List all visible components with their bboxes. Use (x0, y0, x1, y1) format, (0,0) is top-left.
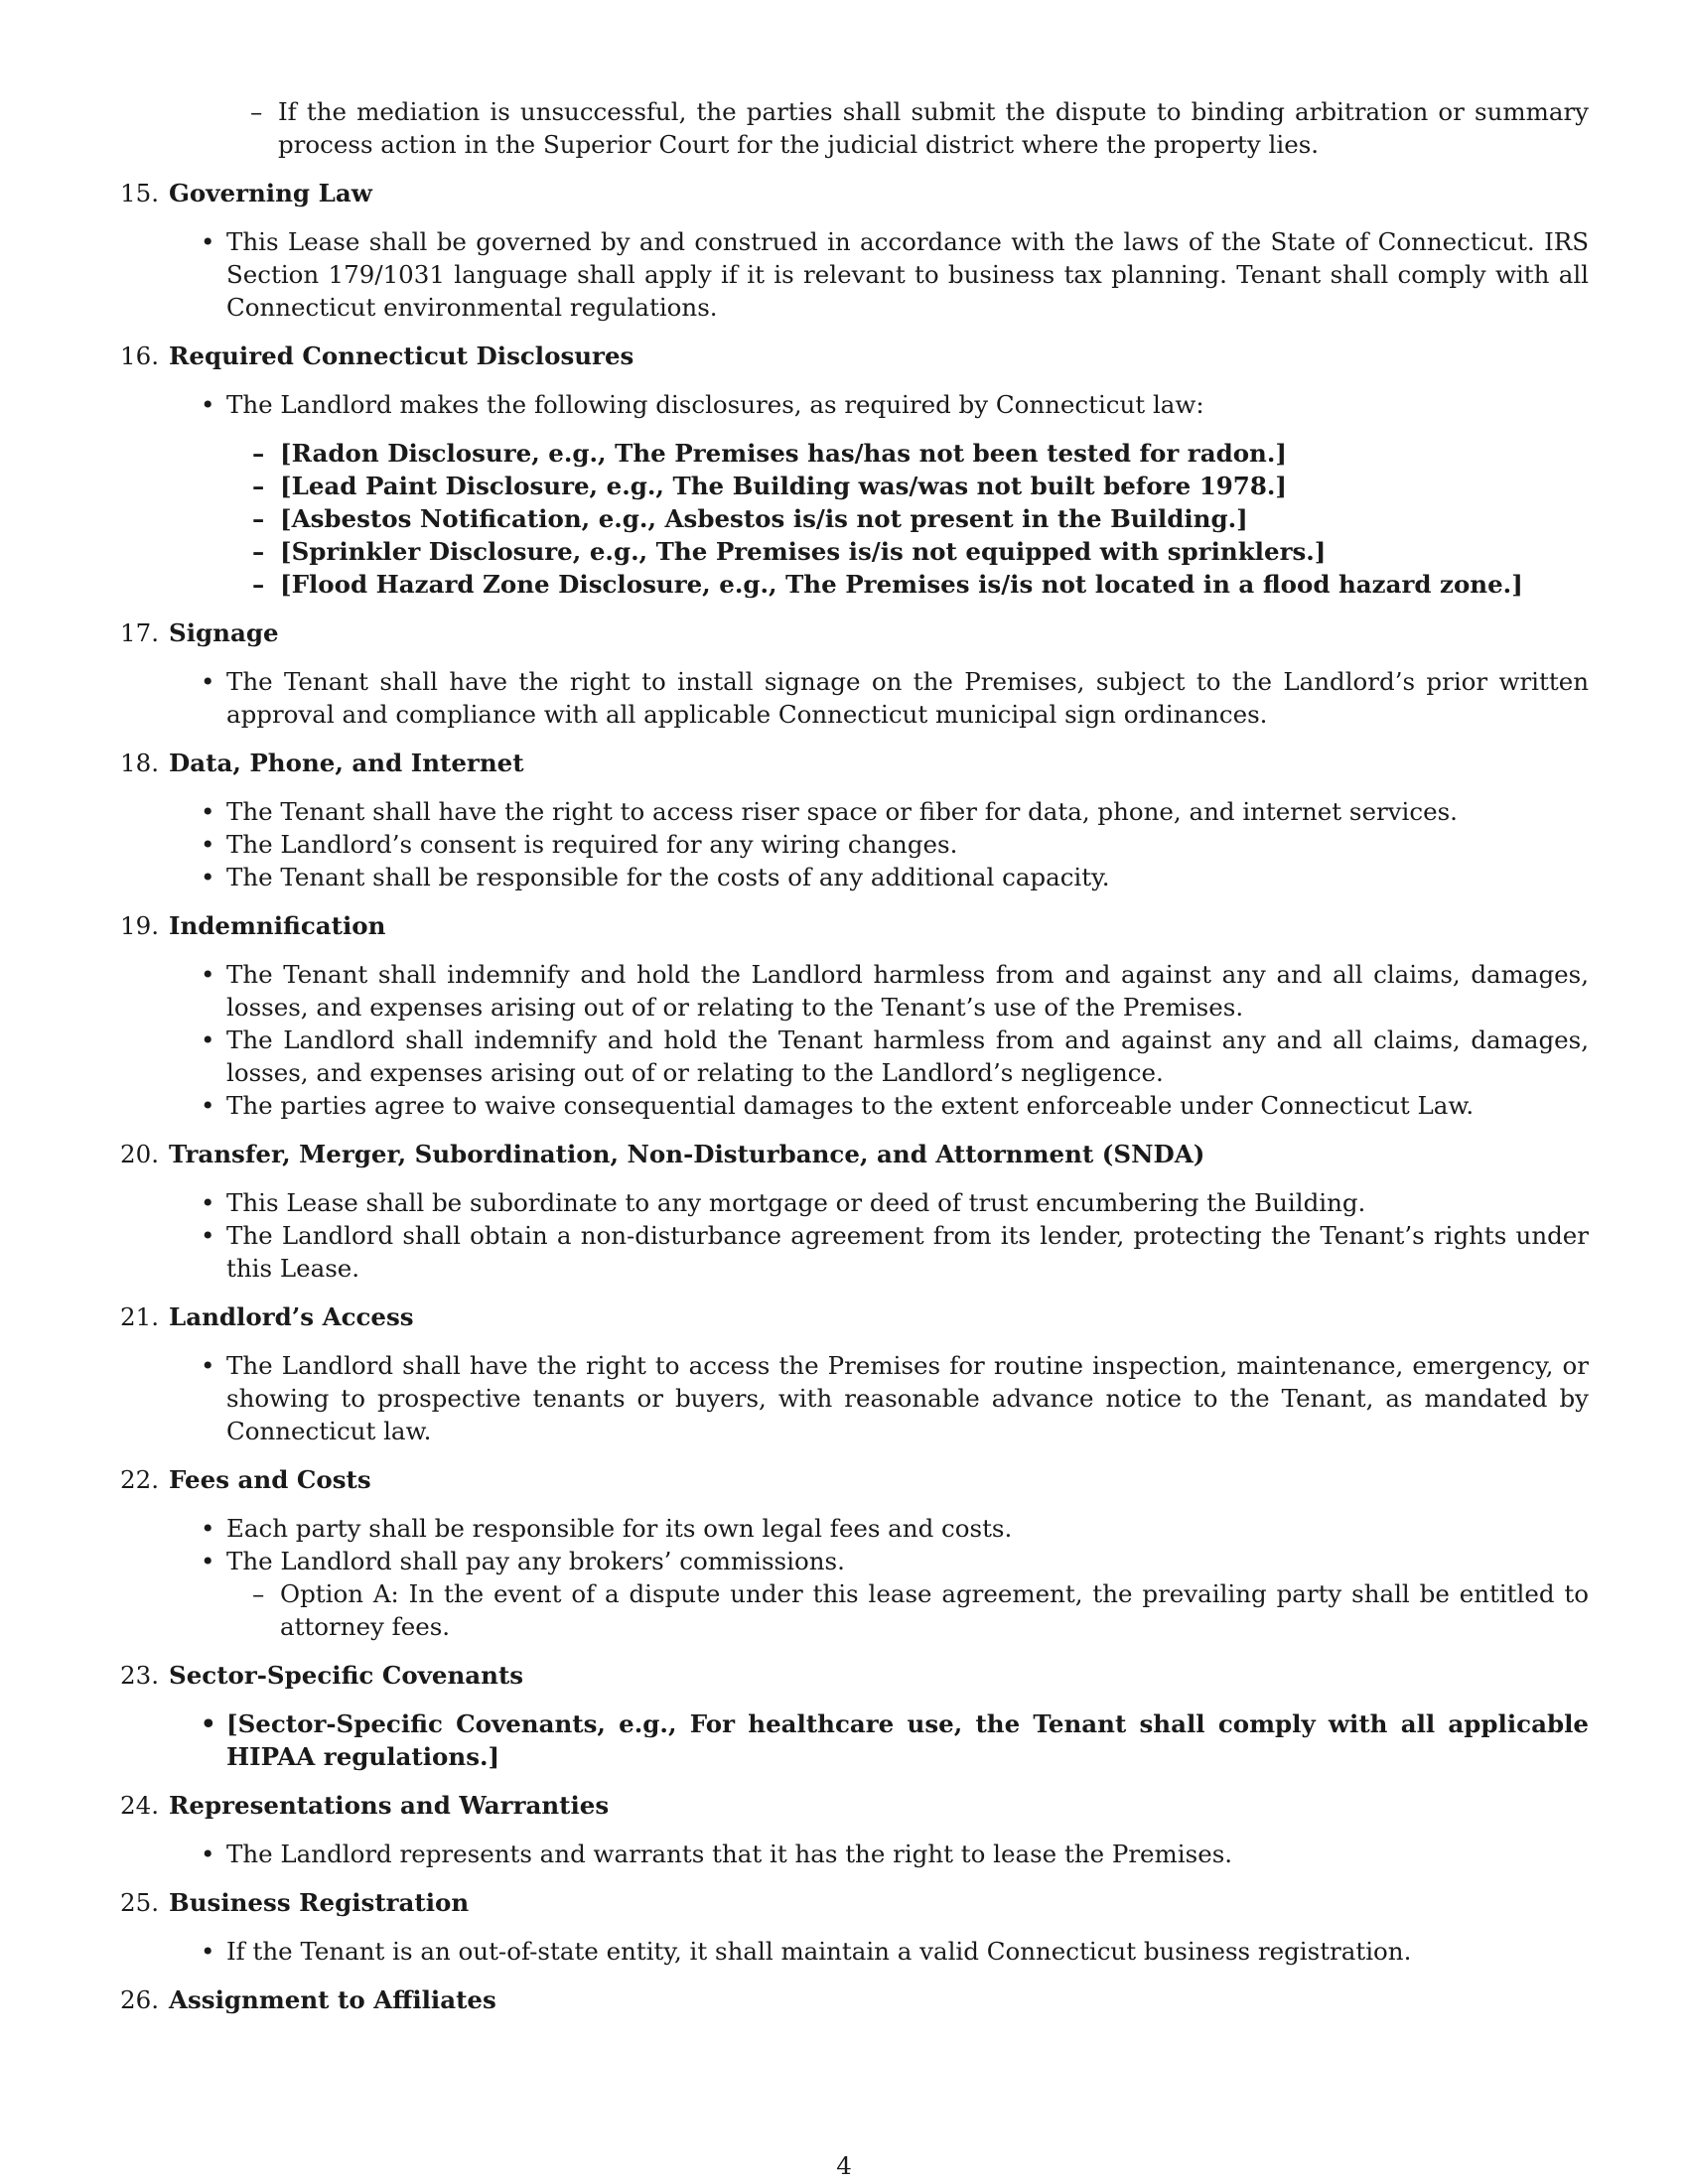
bullet-marker: • (201, 797, 215, 826)
disclosure-item (169, 437, 1589, 470)
mediation-clause (109, 95, 1589, 161)
disclosure-text: [Flood Hazard Zone Disclosure, e.g., The Premises is/is not located in a flood hazard zone.] (280, 570, 1523, 599)
section-title: Sector-Specific Covenants (169, 1661, 524, 1690)
dash-marker: – (252, 1579, 265, 1608)
bullet-list (169, 1186, 1589, 1285)
section-number: 17. (120, 618, 159, 647)
bullet-marker: • (201, 1514, 215, 1543)
list-item (169, 1219, 1589, 1285)
bullet-marker: • (201, 1547, 215, 1575)
list-item (169, 388, 1589, 421)
list-item (169, 828, 1589, 861)
list-item (169, 861, 1589, 893)
list-item-text: This Lease shall be subordinate to any mortgage or deed of trust encumbering the Building. (226, 1188, 1366, 1217)
disclosure-list (169, 437, 1589, 601)
section-18 (109, 747, 1589, 893)
list-item-text: The Tenant shall have the right to access riser space or fiber for data, phone, and internet services. (226, 797, 1458, 826)
section-26 (109, 1983, 1589, 2016)
list-item (169, 795, 1589, 828)
bullet-marker: • (201, 227, 215, 256)
section-17 (109, 616, 1589, 731)
bullet-list (169, 1707, 1589, 1773)
list-item-text: Each party shall be responsible for its own legal fees and costs. (226, 1514, 1013, 1543)
section-title: Governing Law (169, 179, 372, 207)
bullet-marker: • (201, 390, 215, 419)
list-item (169, 225, 1589, 324)
section-23 (109, 1659, 1589, 1773)
bullet-list (169, 388, 1589, 421)
list-item (169, 665, 1589, 731)
list-item (169, 1186, 1589, 1219)
disclosure-item (169, 568, 1589, 601)
bullet-marker: • (201, 1709, 216, 1738)
bullet-marker: • (201, 1091, 215, 1120)
list-item-text: The parties agree to waive consequential damages to the extent enforceable under Connecticut Law. (226, 1091, 1475, 1120)
disclosure-text: [Sprinkler Disclosure, e.g., The Premises is/is not equipped with sprinklers.] (280, 537, 1327, 566)
section-19 (109, 909, 1589, 1122)
dash-marker: – (252, 537, 265, 566)
section-number: 16. (120, 341, 159, 370)
section-title: Required Connecticut Disclosures (169, 341, 634, 370)
section-title: Representations and Warranties (169, 1791, 610, 1820)
list-item (169, 958, 1589, 1024)
section-title: Assignment to Affiliates (169, 1985, 496, 2014)
section-16 (109, 340, 1589, 601)
bullet-marker: • (201, 960, 215, 989)
section-title: Transfer, Merger, Subordination, Non-Disturbance, and Attornment (SNDA) (169, 1140, 1205, 1168)
list-item-text: The Tenant shall have the right to install signage on the Premises, subject to the Landlord’s prior written approval and compliance with all applicable Connecticut municipal sign ordinances. (226, 667, 1589, 729)
bullet-list (169, 1935, 1589, 1968)
option-list (169, 1577, 1589, 1643)
bullet-marker: • (201, 1937, 215, 1966)
bullet-marker: • (201, 667, 215, 696)
bullet-list (169, 958, 1589, 1122)
section-number: 19. (120, 911, 159, 940)
option-item (169, 1577, 1589, 1643)
bullet-list (169, 1349, 1589, 1447)
list-item (169, 1707, 1589, 1773)
disclosure-text: [Radon Disclosure, e.g., The Premises has/has not been tested for radon.] (280, 439, 1287, 468)
list-item-text: The Landlord shall pay any brokers’ commissions. (226, 1547, 845, 1575)
bullet-list (169, 1512, 1589, 1577)
dash-marker: – (252, 439, 265, 468)
list-item-text: The Landlord represents and warrants that it has the right to lease the Premises. (226, 1840, 1233, 1868)
list-item (169, 1024, 1589, 1089)
section-20 (109, 1138, 1589, 1285)
list-item-text: The Landlord makes the following disclosures, as required by Connecticut law: (226, 390, 1204, 419)
list-item (169, 1935, 1589, 1968)
list-item (169, 1349, 1589, 1447)
section-number: 23. (120, 1661, 159, 1690)
section-24 (109, 1789, 1589, 1870)
list-item (169, 1838, 1589, 1870)
section-title: Business Registration (169, 1888, 470, 1917)
section-number: 24. (120, 1791, 159, 1820)
section-title: Signage (169, 618, 279, 647)
section-title: Data, Phone, and Internet (169, 749, 524, 777)
bullet-list (169, 795, 1589, 893)
page-number: 4 (836, 2151, 852, 2180)
disclosure-item (169, 470, 1589, 502)
section-number: 25. (120, 1888, 159, 1917)
mediation-text: If the mediation is unsuccessful, the parties shall submit the dispute to binding arbitration or summary process action in the Superior Court for the judicial district where the property lies. (278, 97, 1589, 159)
section-22 (109, 1463, 1589, 1643)
bullet-list (169, 1838, 1589, 1870)
section-title: Indemnification (169, 911, 386, 940)
section-number: 26. (120, 1985, 159, 2014)
list-item-text: The Tenant shall be responsible for the costs of any additional capacity. (226, 863, 1110, 891)
bullet-marker: • (201, 1188, 215, 1217)
bullet-marker: • (201, 1840, 215, 1868)
list-item-text: If the Tenant is an out-of-state entity, it shall maintain a valid Connecticut business registration. (226, 1937, 1412, 1966)
dash-marker: – (250, 97, 263, 126)
disclosure-text: [Lead Paint Disclosure, e.g., The Building was/was not built before 1978.] (280, 472, 1287, 500)
disclosure-item (169, 535, 1589, 568)
bullet-marker: • (201, 1221, 215, 1250)
dash-marker: – (252, 504, 265, 533)
bullet-marker: • (201, 830, 215, 859)
document-page (109, 95, 1589, 2032)
list-item-text: The Landlord shall have the right to access the Premises for routine inspection, maintenance, emergency, or showing to prospective tenants or buyers, with reasonable advance notice to the Tenant, as mandated by Connecticut law. (226, 1351, 1589, 1445)
section-number: 22. (120, 1465, 159, 1494)
bullet-marker: • (201, 863, 215, 891)
list-item-text: This Lease shall be governed by and construed in accordance with the laws of the State of Connecticut. IRS Section 179/1031 language shall apply if it is relevant to business tax planning. Tenant shall comply with all Connecticut environmental regulations. (226, 227, 1589, 322)
section-15 (109, 177, 1589, 324)
list-item-text: The Landlord shall indemnify and hold the Tenant harmless from and against any and all claims, damages, losses, and expenses arising out of or relating to the Landlord’s negligence. (226, 1025, 1589, 1087)
list-item-text: The Tenant shall indemnify and hold the Landlord harmless from and against any and all claims, damages, losses, and expenses arising out of or relating to the Tenant’s use of the Premises. (226, 960, 1589, 1022)
disclosure-text: [Asbestos Notification, e.g., Asbestos is/is not present in the Building.] (280, 504, 1248, 533)
section-number: 21. (120, 1302, 159, 1331)
bullet-list (169, 665, 1589, 731)
option-text: Option A: In the event of a dispute under this lease agreement, the prevailing party shall be entitled to attorney fees. (280, 1579, 1589, 1641)
list-item (169, 1089, 1589, 1122)
dash-marker: – (252, 472, 265, 500)
list-item-text: The Landlord shall obtain a non-disturbance agreement from its lender, protecting the Tenant’s rights under this Lease. (226, 1221, 1589, 1283)
section-number: 15. (120, 179, 159, 207)
section-title: Fees and Costs (169, 1465, 371, 1494)
list-item-text: The Landlord’s consent is required for any wiring changes. (226, 830, 958, 859)
section-21 (109, 1300, 1589, 1447)
section-title: Landlord’s Access (169, 1302, 414, 1331)
bullet-marker: • (201, 1025, 215, 1054)
bullet-marker: • (201, 1351, 215, 1380)
disclosure-item (169, 502, 1589, 535)
section-number: 18. (120, 749, 159, 777)
bullet-list (169, 225, 1589, 324)
list-item-text: [Sector-Specific Covenants, e.g., For healthcare use, the Tenant shall comply with all applicable HIPAA regulations.] (226, 1709, 1589, 1771)
list-item (169, 1512, 1589, 1545)
section-number: 20. (120, 1140, 159, 1168)
dash-marker: – (252, 570, 265, 599)
list-item (169, 1545, 1589, 1577)
section-25 (109, 1886, 1589, 1968)
